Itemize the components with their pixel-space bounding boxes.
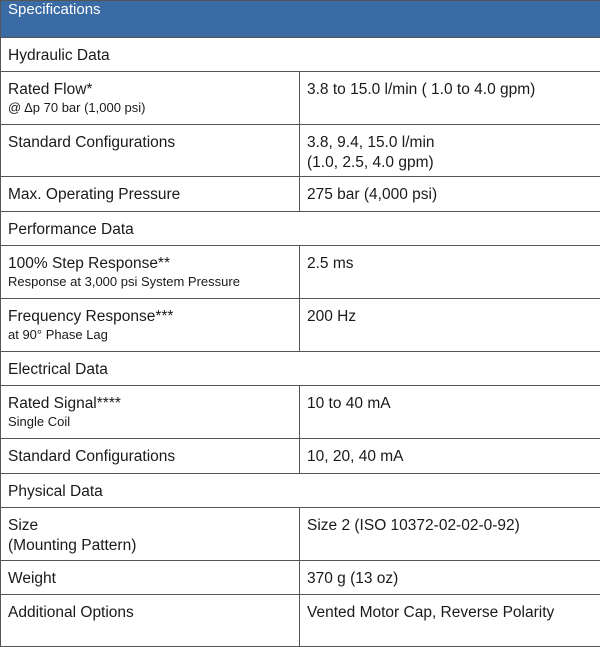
- spec-value-cell: [300, 507, 600, 560]
- spec-value: Vented Motor Cap, Reverse Polarity: [307, 604, 555, 622]
- spec-value: 275 bar (4,000 psi): [307, 186, 438, 204]
- spec-label: Rated Flow*: [8, 80, 93, 98]
- spec-label-second-line: (Mounting Pattern): [8, 536, 137, 554]
- section-heading-electrical: Electrical Data: [1, 351, 600, 385]
- spec-value-cell: [300, 299, 600, 352]
- table-row: [1, 299, 600, 352]
- spec-value: 200 Hz: [307, 308, 357, 326]
- spec-label: Rated Signal****: [8, 395, 121, 413]
- spec-value: Size 2 (ISO 10372-02-02-0-92): [307, 516, 520, 534]
- table-row: [1, 439, 600, 473]
- spec-value: 3.8 to 15.0 l/min ( 1.0 to 4.0 gpm): [307, 80, 536, 98]
- section-row: [1, 37, 600, 71]
- spec-label: Size: [8, 516, 39, 534]
- spec-sublabel: Single Coil: [8, 414, 71, 430]
- spec-label-cell: [1, 439, 300, 473]
- spec-value-cell: [300, 595, 600, 647]
- table-row: [1, 386, 600, 439]
- spec-label: Standard Configurations: [8, 133, 176, 151]
- spec-sublabel: @ Δp 70 bar (1,000 psi): [8, 99, 146, 115]
- spec-label: Standard Configurations: [8, 448, 176, 466]
- spec-label-cell: [1, 124, 300, 177]
- section-row: [1, 473, 600, 507]
- table-title: Specifications: [1, 1, 600, 38]
- spec-label: Weight: [8, 569, 56, 587]
- section-heading-hydraulic: Hydraulic Data: [1, 37, 600, 71]
- spec-sublabel: Response at 3,000 psi System Pressure: [8, 274, 240, 290]
- section-heading-physical: Physical Data: [1, 473, 600, 507]
- table-row: [1, 507, 600, 560]
- spec-value: (1.0, 2.5, 4.0 gpm): [307, 153, 434, 171]
- table-header-row: [1, 1, 600, 38]
- spec-value-cell: [300, 177, 600, 211]
- spec-label: Max. Operating Pressure: [8, 186, 181, 204]
- spec-sublabel: at 90° Phase Lag: [8, 327, 108, 343]
- table-row: [1, 124, 600, 177]
- spec-value-cell: [300, 124, 600, 177]
- spec-label-cell: [1, 595, 300, 647]
- section-heading-performance: Performance Data: [1, 211, 600, 245]
- table-row: [1, 595, 600, 647]
- table-row: [1, 560, 600, 594]
- table-row: [1, 246, 600, 299]
- spec-label-cell: [1, 560, 300, 594]
- section-row: [1, 211, 600, 245]
- spec-value-cell: [300, 560, 600, 594]
- table-row: [1, 71, 600, 124]
- spec-value-cell: [300, 246, 600, 299]
- spec-label: Additional Options: [8, 604, 134, 622]
- spec-value: 10 to 40 mA: [307, 395, 391, 413]
- spec-label: 100% Step Response**: [8, 255, 171, 273]
- spec-label-cell: [1, 386, 300, 439]
- spec-value: 2.5 ms: [307, 255, 354, 273]
- spec-label-cell: [1, 71, 300, 124]
- spec-value-cell: [300, 386, 600, 439]
- section-row: [1, 351, 600, 385]
- spec-label-cell: [1, 177, 300, 211]
- spec-label-cell: [1, 246, 300, 299]
- spec-value: 10, 20, 40 mA: [307, 448, 404, 466]
- spec-value-cell: [300, 439, 600, 473]
- table-row: [1, 177, 600, 211]
- spec-label: Frequency Response***: [8, 308, 174, 326]
- spec-label-cell: [1, 507, 300, 560]
- spec-label-cell: [1, 299, 300, 352]
- spec-value-cell: [300, 71, 600, 124]
- spec-value: 3.8, 9.4, 15.0 l/min: [307, 133, 435, 151]
- spec-value: 370 g (13 oz): [307, 569, 399, 587]
